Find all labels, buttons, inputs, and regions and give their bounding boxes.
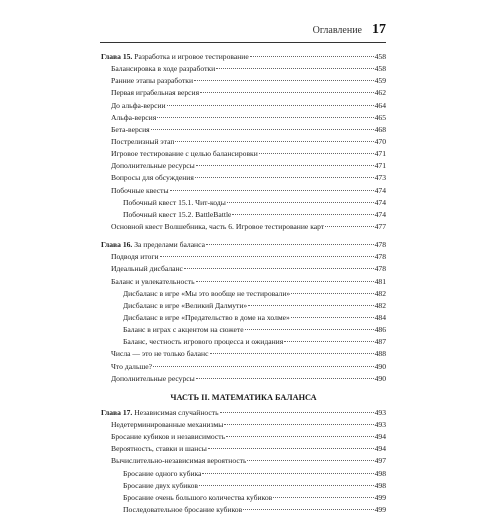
- leader-dots: [194, 79, 374, 81]
- toc-entry[interactable]: [101, 100, 386, 112]
- toc-entry-label: Дополнительные ресурсы: [111, 161, 195, 171]
- toc-entry[interactable]: [101, 324, 386, 336]
- toc-entry-label: Дисбаланс в игре «Великий Далмути»: [123, 300, 248, 310]
- toc-entry[interactable]: [101, 160, 386, 172]
- toc-entry-page: 474: [374, 197, 386, 207]
- toc-entry-label: Бросание кубиков и независимость: [111, 432, 226, 442]
- leader-dots: [243, 508, 373, 510]
- toc-entry-page: 481: [374, 276, 386, 286]
- chapter-page: 478: [374, 240, 386, 250]
- chapter-title: За пределами баланса: [134, 240, 205, 250]
- toc-entry-label: Числа — это не только баланс: [111, 349, 209, 359]
- toc-entry-page: 482: [374, 288, 386, 298]
- toc-entry[interactable]: [101, 251, 386, 263]
- chapter-17-heading[interactable]: [101, 407, 386, 419]
- leader-dots: [167, 104, 374, 106]
- leader-dots: [245, 328, 374, 330]
- leader-dots: [160, 255, 374, 257]
- leader-dots: [220, 411, 374, 413]
- chapter-17-items: [101, 419, 386, 516]
- toc-entry[interactable]: [101, 148, 386, 160]
- chapter-title: Независимая случайность: [134, 407, 219, 417]
- toc-entry[interactable]: [101, 185, 386, 197]
- toc-entry-label: Баланс, честность игрового процесса и ожидания: [123, 337, 284, 347]
- header-rule: [100, 42, 386, 43]
- toc-entry-page: 471: [374, 161, 386, 171]
- toc-entry-label: Альфа-версия: [111, 112, 157, 122]
- toc-entry-page: 470: [374, 136, 386, 146]
- toc-entry[interactable]: [101, 336, 386, 348]
- toc-entry-page: 490: [374, 373, 386, 383]
- toc-entry[interactable]: [101, 209, 386, 221]
- toc-entry[interactable]: [101, 455, 386, 467]
- chapter-page: 458: [374, 52, 386, 61]
- toc-entry-label: Дисбаланс в игре «Предательство в доме на холме»: [123, 312, 290, 322]
- running-header-title: Оглавление: [312, 25, 362, 36]
- leader-dots: [196, 377, 374, 379]
- leader-dots: [157, 116, 373, 118]
- leader-dots: [175, 140, 373, 142]
- toc-entry[interactable]: [101, 112, 386, 124]
- leader-dots: [248, 304, 373, 306]
- toc-entry-page: 478: [374, 252, 386, 262]
- toc-entry-label: Дополнительные ресурсы: [111, 373, 195, 383]
- leader-dots: [273, 496, 373, 498]
- leader-dots: [195, 176, 374, 178]
- toc-entry-label: Основной квест Волшебника, часть 6. Игровое тестирование карт: [111, 221, 325, 231]
- toc-entry-label: Недетерминированные механизмы: [111, 419, 224, 429]
- toc-entry-label: Дисбаланс в игре «Мы это вообще не тестировали»: [123, 288, 291, 298]
- toc-entry-label: Бета-версия: [111, 124, 150, 134]
- toc-entry-label: Ранние этапы разработки: [111, 76, 194, 86]
- chapter-16-heading[interactable]: [101, 239, 386, 251]
- chapter-page: 493: [374, 407, 386, 417]
- toc-entry-label: Вопросы для обсуждения: [111, 173, 194, 183]
- leader-dots: [216, 67, 373, 69]
- leader-dots: [202, 472, 373, 474]
- leader-dots: [184, 267, 374, 269]
- leader-dots: [224, 423, 373, 425]
- toc-entry-page: 498: [374, 480, 386, 490]
- toc-entry-label: Бросание одного кубика: [123, 468, 202, 478]
- toc-entry[interactable]: [101, 288, 386, 300]
- toc-entry-label: Игровое тестирование с целью балансировки: [111, 149, 258, 159]
- toc-entry[interactable]: [101, 75, 386, 87]
- toc-entry[interactable]: [101, 87, 386, 99]
- leader-dots: [226, 435, 374, 437]
- leader-dots: [196, 280, 374, 282]
- leader-dots: [208, 447, 374, 449]
- chapter-prefix: Глава 15.: [101, 52, 133, 61]
- toc-entry-label: Первая играбельная версия: [111, 88, 200, 98]
- leader-dots: [284, 340, 373, 342]
- toc-entry[interactable]: [101, 300, 386, 312]
- toc-entry-page: 458: [374, 64, 386, 74]
- toc-entry-page: 493: [374, 419, 386, 429]
- leader-dots: [151, 128, 374, 130]
- chapter-16-items: [101, 251, 386, 385]
- toc-entry[interactable]: [101, 492, 386, 504]
- toc-entry-page: 471: [374, 149, 386, 159]
- leader-dots: [153, 365, 374, 367]
- part-heading[interactable]: ЧАСТЬ II. МАТЕМАТИКА БАЛАНСА: [170, 392, 317, 402]
- toc-entry-label: Вычислительно-независимая вероятность: [111, 456, 247, 466]
- leader-dots: [170, 189, 374, 191]
- leader-dots: [200, 91, 374, 93]
- toc-entry[interactable]: [101, 136, 386, 148]
- toc-entry-page: 498: [374, 468, 386, 478]
- toc-entry[interactable]: [101, 373, 386, 385]
- chapter-prefix: Глава 16.: [101, 240, 133, 250]
- toc-entry-page: 465: [374, 112, 386, 122]
- toc-entry[interactable]: [101, 124, 386, 136]
- chapter-15-heading[interactable]: [101, 51, 386, 63]
- toc-entry-page: 464: [374, 100, 386, 110]
- toc-entry-label: Побочные квесты: [111, 185, 169, 195]
- leader-dots: [259, 152, 374, 154]
- toc-entry-page: 484: [374, 312, 386, 322]
- toc-entry-page: 462: [374, 88, 386, 98]
- toc-entry[interactable]: [101, 443, 386, 455]
- toc-entry[interactable]: [101, 361, 386, 373]
- leader-dots: [227, 201, 374, 203]
- toc-entry[interactable]: [101, 263, 386, 275]
- toc-entry-label: Вероятность, ставки и шансы: [111, 444, 207, 454]
- toc-entry-page: 468: [374, 124, 386, 134]
- leader-dots: [291, 292, 373, 294]
- toc-entry[interactable]: [101, 221, 386, 233]
- toc-entry[interactable]: [101, 504, 386, 516]
- toc-entry-page: 494: [374, 444, 386, 454]
- toc-entry[interactable]: [101, 431, 386, 443]
- leader-dots: [250, 55, 374, 57]
- toc-entry[interactable]: [101, 348, 386, 360]
- leader-dots: [247, 459, 373, 461]
- toc-entry-page: 499: [374, 492, 386, 502]
- leader-dots: [206, 243, 374, 245]
- toc-entry-label: Балансировка в ходе разработки: [111, 64, 216, 74]
- toc-entry-page: 490: [374, 361, 386, 371]
- toc-entry-label: Идеальный дисбаланс: [111, 264, 183, 274]
- toc-entry-label: Подводя итоги: [111, 252, 159, 262]
- toc-entry-label: Что дальше?: [111, 361, 152, 371]
- toc-entry-label: Последовательное бросание кубиков: [123, 504, 243, 514]
- toc-entry-page: 487: [374, 337, 386, 347]
- toc-entry-page: 478: [374, 264, 386, 274]
- toc-entry-page: 477: [374, 221, 386, 231]
- table-of-contents: [101, 51, 386, 516]
- toc-entry-page: 459: [374, 76, 386, 86]
- toc-entry[interactable]: [101, 419, 386, 431]
- leader-dots: [232, 213, 373, 215]
- page-number: 17: [372, 22, 386, 37]
- toc-entry-page: 486: [374, 325, 386, 335]
- leader-dots: [325, 225, 373, 227]
- toc-entry[interactable]: [101, 468, 386, 480]
- toc-entry[interactable]: [101, 480, 386, 492]
- toc-entry-page: 499: [374, 504, 386, 514]
- leader-dots: [199, 484, 374, 486]
- toc-entry[interactable]: [101, 276, 386, 288]
- toc-entry-page: 482: [374, 300, 386, 310]
- toc-entry-label: Побочный квест 15.1. Чит-коды: [123, 197, 226, 207]
- leader-dots: [196, 164, 374, 166]
- toc-entry[interactable]: [101, 63, 386, 75]
- toc-entry[interactable]: [101, 312, 386, 324]
- toc-entry-page: 494: [374, 432, 386, 442]
- toc-entry-page: 488: [374, 349, 386, 359]
- toc-entry-page: 474: [374, 185, 386, 195]
- chapter-15-items: [101, 63, 386, 233]
- toc-entry-label: Баланс и увлекательность: [111, 276, 195, 286]
- running-header: [90, 22, 386, 38]
- toc-entry-label: Бросание двух кубиков: [123, 480, 198, 490]
- chapter-title: Разработка и игровое тестирование: [134, 52, 249, 61]
- toc-entry-label: До альфа-версии: [111, 100, 166, 110]
- leader-dots: [210, 352, 374, 354]
- leader-dots: [291, 316, 374, 318]
- toc-entry-page: 497: [374, 456, 386, 466]
- toc-entry-label: Пострелизный этап: [111, 136, 175, 146]
- toc-entry[interactable]: [101, 197, 386, 209]
- toc-entry-label: Бросание очень большого количества кубиков: [123, 492, 273, 502]
- toc-entry-page: 473: [374, 173, 386, 183]
- toc-entry-page: 474: [374, 209, 386, 219]
- chapter-prefix: Глава 17.: [101, 407, 133, 417]
- toc-entry[interactable]: [101, 172, 386, 184]
- toc-entry-label: Баланс в играх с акцентом на сюжете: [123, 325, 244, 335]
- toc-entry-label: Побочный квест 15.2. BattleBattle: [123, 209, 232, 219]
